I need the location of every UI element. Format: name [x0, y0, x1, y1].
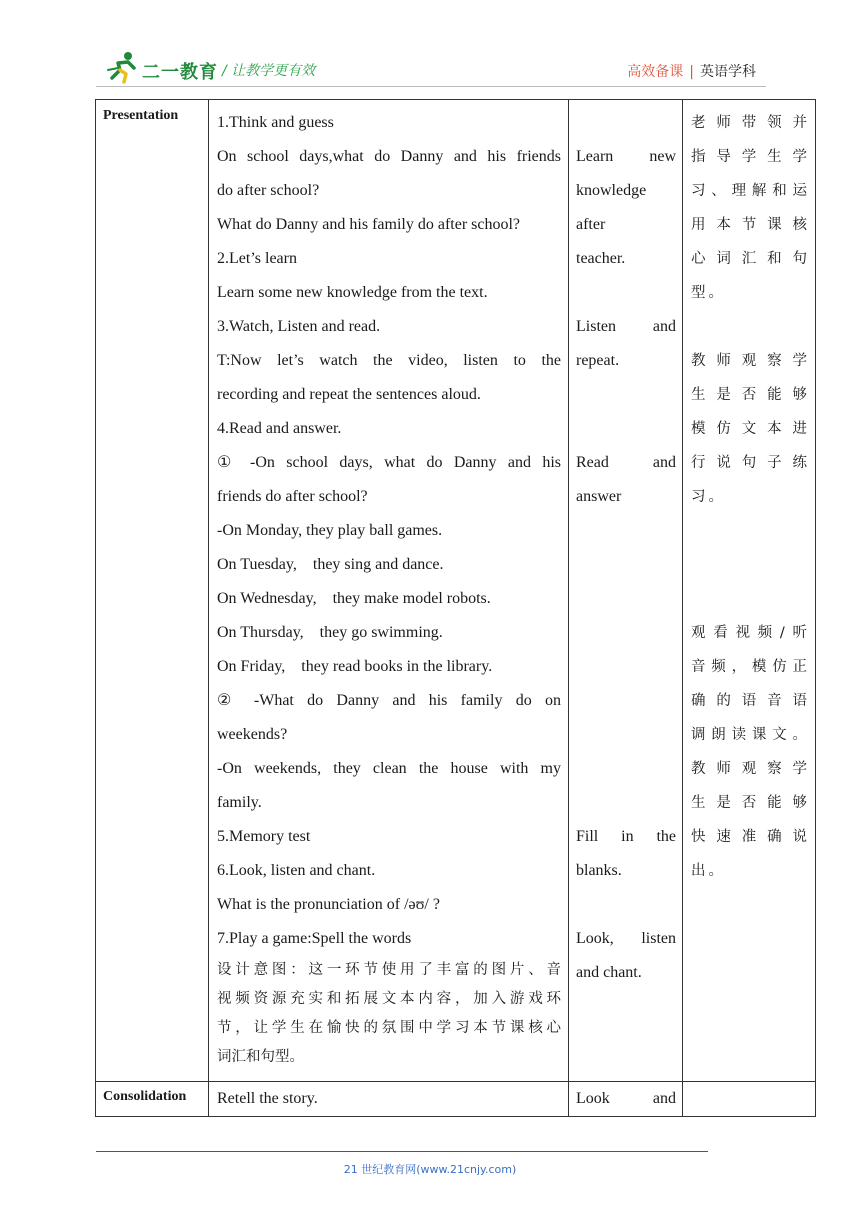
design-intent-line: 词汇和句型。: [217, 1049, 304, 1065]
intent-line: 教师观察学: [691, 761, 807, 777]
page-header: [0, 0, 860, 100]
intent-line: 心词汇和句: [691, 251, 807, 267]
table-row-consolidation: [96, 1082, 816, 1117]
intent-line: 习、理解和运: [691, 183, 807, 199]
content-line: ① -On school days, what do Danny and his: [217, 454, 561, 471]
content-line: 6.Look, listen and chant.: [217, 862, 376, 879]
design-intent-line: 视频资源充实和拓展文本内容，加入游戏环: [217, 991, 561, 1007]
intent-line: 习。: [691, 489, 726, 505]
intent-line: 老师带领并: [691, 115, 807, 131]
student-line: Look, listen: [576, 930, 676, 947]
content-line: Learn some new knowledge from the text.: [217, 284, 488, 301]
student-line: Learn new: [576, 148, 676, 165]
intent-line: 用本节课核: [691, 217, 807, 233]
stage-cell: Presentation: [96, 100, 209, 1082]
intent-line: 快速准确说: [691, 829, 807, 845]
intent-line: 确的语音语: [691, 693, 807, 709]
lesson-plan-table: [95, 99, 816, 1117]
brand-slogan: / 让教学更有效: [222, 63, 316, 79]
header-divider: [96, 86, 766, 87]
student-line: Fill in the: [576, 828, 676, 845]
header-prep-label: 高效备课: [627, 64, 684, 80]
table-row-presentation: [96, 100, 816, 1082]
intent-cell: [683, 1082, 816, 1117]
student-line: teacher.: [576, 250, 626, 267]
content-line: 2.Let’s learn: [217, 250, 297, 267]
content-line: -On weekends, they clean the house with my: [217, 760, 561, 777]
content-line: friends do after school?: [217, 488, 368, 505]
footer-divider: [96, 1151, 708, 1152]
student-line: and chant.: [576, 964, 642, 981]
content-line: 3.Watch, Listen and read.: [217, 318, 381, 335]
content-line: 7.Play a game:Spell the words: [217, 930, 412, 947]
design-intent-line: 节，让学生在愉快的氛围中学习本节课核心: [217, 1020, 561, 1036]
intent-line: 模仿文本进: [691, 421, 807, 437]
intent-line: 音频，模仿正: [691, 659, 807, 675]
content-line: T:Now let’s watch the video, listen to the: [217, 352, 561, 369]
intent-cell: [683, 100, 816, 1082]
content-line: What is the pronunciation of /əʊ/ ?: [217, 896, 440, 913]
intent-line: 观看视频/听: [691, 625, 807, 641]
intent-line: 行说句子练: [691, 455, 807, 471]
student-line: blanks.: [576, 862, 622, 879]
running-man-logo-icon: [106, 50, 140, 84]
content-line: weekends?: [217, 726, 288, 743]
brand-name: 二一教育: [142, 62, 218, 83]
content-line: -On Monday, they play ball games.: [217, 522, 443, 539]
intent-line: 指导学生学: [691, 149, 807, 165]
student-line: Listen and: [576, 318, 676, 335]
content-line: On school days,what do Danny and his friends: [217, 148, 561, 165]
intent-line: 教师观察学: [691, 353, 807, 369]
intent-line: 型。: [691, 285, 726, 301]
intent-line: 生是否能够: [691, 795, 807, 811]
header-separator: |: [689, 64, 694, 80]
content-line: On Friday, they read books in the library.: [217, 658, 493, 675]
student-line: Read and: [576, 454, 676, 471]
intent-line: 出。: [691, 863, 726, 879]
student-activity-cell: [569, 1082, 683, 1117]
header-subject-label: 英语学科: [700, 64, 756, 80]
content-cell: [209, 1082, 569, 1117]
student-line: answer: [576, 488, 622, 505]
content-line: On Thursday, they go swimming.: [217, 624, 443, 641]
page-footer: 21 世纪教育网(www.21cnjy.com): [343, 1163, 517, 1176]
content-line: do after school?: [217, 182, 320, 199]
student-line: knowledge: [576, 182, 647, 199]
content-line: 5.Memory test: [217, 828, 311, 845]
intent-line: 调朗读课文。: [691, 727, 807, 743]
content-line: recording and repeat the sentences aloud.: [217, 386, 481, 403]
intent-line: 生是否能够: [691, 387, 807, 403]
content-line: On Wednesday, they make model robots.: [217, 590, 491, 607]
content-line: Retell the story.: [217, 1090, 318, 1107]
content-line: What do Danny and his family do after school?: [217, 216, 521, 233]
stage-cell: Consolidation: [96, 1082, 209, 1117]
student-line: repeat.: [576, 352, 620, 369]
design-intent-line: 设计意图：这一环节使用了丰富的图片、音: [217, 962, 561, 978]
header-subject: [627, 61, 756, 81]
content-line: ② -What do Danny and his family do on: [217, 692, 561, 709]
content-line: 4.Read and answer.: [217, 420, 342, 437]
content-line: 1.Think and guess: [217, 114, 334, 131]
content-line: On Tuesday, they sing and dance.: [217, 556, 444, 573]
student-activity-cell: [569, 100, 683, 1082]
content-cell: [209, 100, 569, 1082]
content-line: family.: [217, 794, 262, 811]
student-line: after: [576, 216, 606, 233]
student-line: Look and: [576, 1090, 676, 1107]
